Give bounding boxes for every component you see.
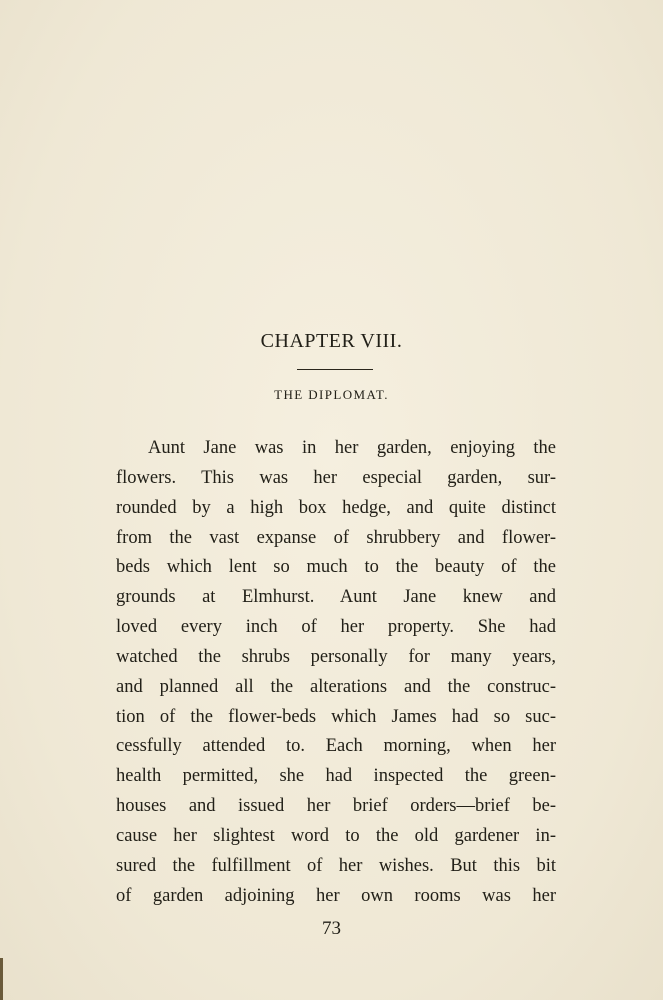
- text-line: loved every inch of her property. She had: [116, 617, 556, 638]
- text-line: grounds at Elmhurst. Aunt Jane knew and: [116, 587, 556, 608]
- text-line: cessfully attended to. Each morning, when her: [116, 736, 556, 757]
- page-number: 73: [322, 918, 341, 939]
- text-line: watched the shrubs personally for many years,: [116, 646, 556, 667]
- text-line: houses and issued her brief orders—brief be-: [116, 796, 556, 817]
- text-line: beds which lent so much to the beauty of the: [116, 557, 556, 578]
- body-text: [116, 434, 556, 912]
- chapter-subtitle: THE DIPLOMAT.: [274, 387, 389, 402]
- text-line: sured the fulfillment of her wishes. But this bit: [116, 855, 556, 876]
- text-line: of garden adjoining her own rooms was her: [116, 885, 556, 906]
- text-line: and planned all the alterations and the construc-: [116, 676, 556, 697]
- text-line: Aunt Jane was in her garden, enjoying the: [148, 438, 556, 458]
- title-rule: [297, 369, 373, 370]
- text-line: rounded by a high box hedge, and quite distinct: [116, 497, 556, 518]
- text-line: flowers. This was her especial garden, sur-: [116, 467, 556, 488]
- text-line: health permitted, she had inspected the green-: [116, 766, 556, 787]
- text-line: tion of the flower-beds which James had so suc-: [116, 706, 556, 727]
- page-edge-mark: [0, 958, 3, 1000]
- text-line: from the vast expanse of shrubbery and flower-: [116, 527, 556, 548]
- text-line: cause her slightest word to the old gardener in-: [116, 825, 556, 846]
- chapter-title: CHAPTER VIII.: [260, 330, 403, 352]
